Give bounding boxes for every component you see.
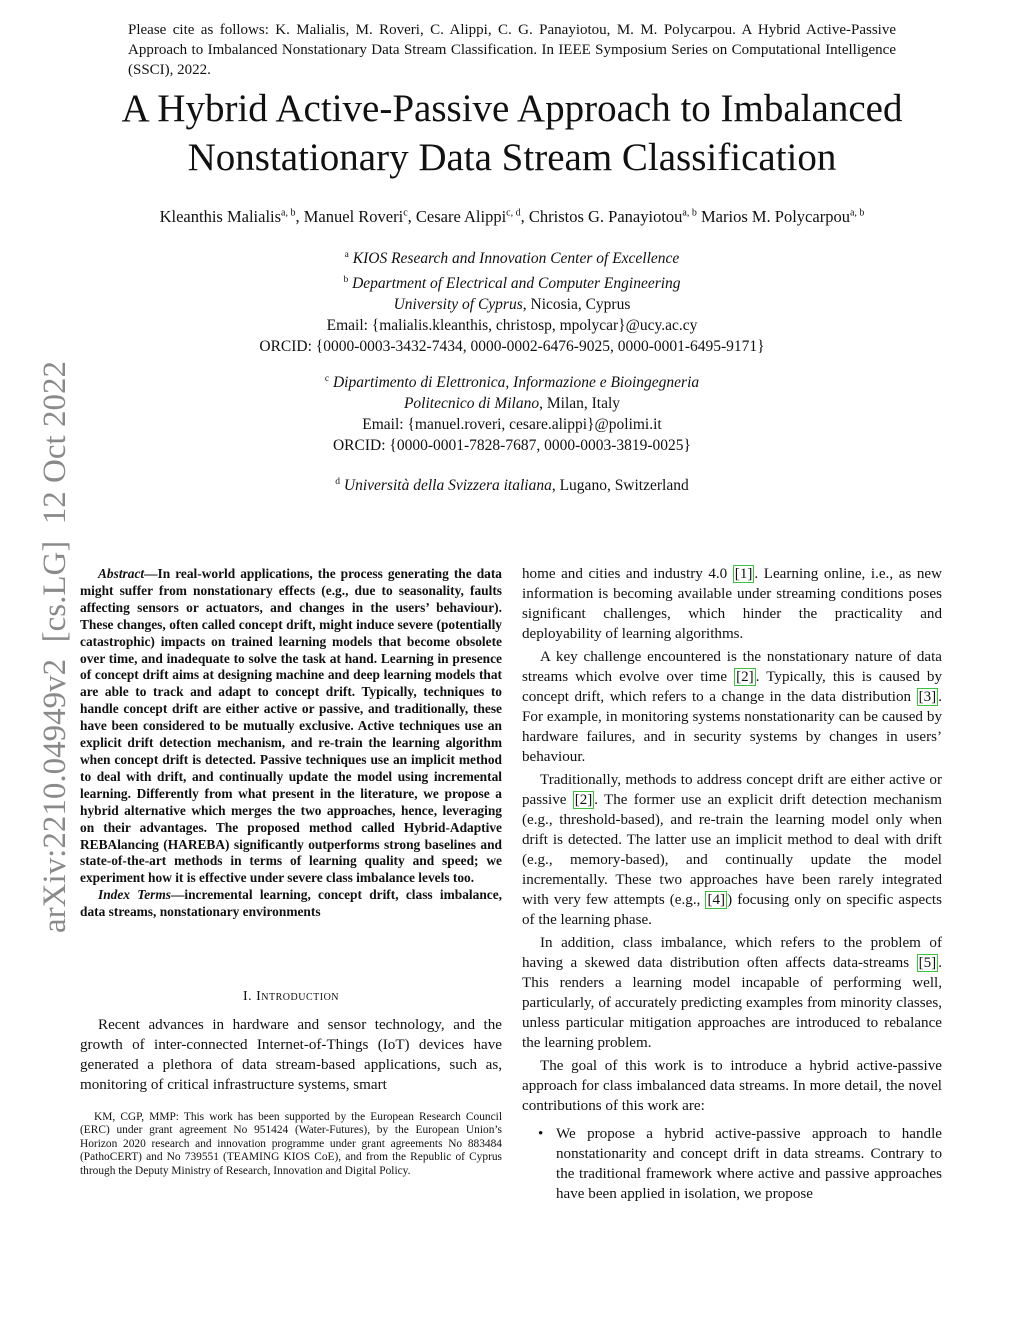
- contribution-bullet-1: • We propose a hybrid active-passive approach to handle nonstationarity and concept drift in data streams. Contrary to the traditional framework where active and passive approaches have been applied in isolation, we propose: [538, 1126, 942, 1202]
- paragraph-4: In addition, class imbalance, which refers to the problem of having a skewed data distribution often affects data-streams [5] . This renders a learning model incapable of performing well, particularly, of accurately predicting examples from minority classes, unless particular mitigation approaches are introduced to rebalance the learning problem.: [522, 935, 942, 1051]
- affiliation-polimi: $^c$ Dipartimento di Elettronica, Informazione e Bioingegneria Politecnico di Milano, Milan, Italy Email: {manuel.roveri, cesare.alippi}@polimi.it ORCID: {0000-0001-7828-7687, 0000-0003-3819-0025}: [0, 369, 1024, 456]
- affiliation-kios: KIOS Research and Innovation Center of Excellence: [352, 250, 680, 268]
- arxiv-stamp: arXiv:2210.04949v2 [cs.LG] 12 Oct 2022: [37, 361, 73, 933]
- affiliation-ece: Department of Electrical and Computer Engineering: [352, 275, 681, 293]
- author-5: Marios M. Polycarpou$^{a, b}$: [701, 206, 865, 226]
- abstract: [80, 566, 502, 921]
- affiliation-cyprus: $^a$ KIOS Research and Innovation Center of Excellence $^b$ Department of Electrical and Computer Engineering University of Cyprus, Nicosia, Cyprus Email: {malialis.kleanthis, christosp, mpolycar}@ucy.ac.cy ORCID: {0000-0003-3432-7434, 0000-0002-6476-9025, 0000-0001-6495-9171}: [0, 245, 1024, 357]
- paper-title: [0, 84, 1024, 182]
- citation-note: Please cite as follows: K. Malialis, M. Roveri, C. Alippi, C. G. Panayiotou, M. M. Polycarpou. A Hybrid Active-Passive Approach to Imbalanced Nonstationary Data Stream Classification. In IEEE Symposium Series on Computational Intelligence (SSCI), 2022.: [128, 22, 896, 78]
- citation-link-2b[interactable]: [2]: [574, 792, 593, 808]
- author-list: [0, 202, 1024, 228]
- orcid-polimi: ORCID: {0000-0001-7828-7687, 0000-0003-3819-0025}: [332, 436, 691, 454]
- paragraph-3: Traditionally, methods to address concept drift are either active or passive [2] . The former use an explicit drift detection mechanism (e.g., threshold-based), and re-train the learning model only when drift is detected. The latter use an implicit method to deal with drift (e.g., memory-based), and continually update the model incrementally. These two approaches have been rarely integrated with very few attempts (e.g., [4] ) focusing only on specific aspects of the learning phase.: [522, 772, 942, 928]
- abstract-label: Abstract: [98, 566, 145, 581]
- footnote: KM, CGP, MMP: This work has been supported by the European Research Council (ERC) under grant agreement No 951424 (Water-Futures), by the European Union’s Horizon 2020 research and innovation programme under grant agreements No 883484 (PathoCERT) and No 739551 (TEAMING KIOS CoE), and from the Republic of Cyprus through the Deputy Ministry of Research, Innovation and Digital Policy.: [80, 1111, 502, 1177]
- paragraph-1: home and cities and industry 4.0 [1] . Learning online, i.e., as new information is becoming available under streaming conditions poses significant challenges, which hinder the practicality and deployability of learning algorithms.: [522, 566, 942, 642]
- orcid-ucy: ORCID: {0000-0003-3432-7434, 0000-0002-6476-9025, 0000-0001-6495-9171}: [259, 337, 765, 355]
- author-1: Kleanthis Malialis$^{a, b}$,: [159, 206, 304, 226]
- author-2: Manuel Roveri$^c$,: [303, 206, 416, 226]
- section-heading: I. Introduction: [242, 989, 340, 1004]
- citation-link-4[interactable]: [4]: [707, 892, 726, 908]
- author-4: Christos G. Panayiotou$^{a, b}$: [528, 206, 697, 226]
- email-ucy: Email: {malialis.kleanthis, christosp, mpolycar}@ucy.ac.cy: [326, 316, 698, 334]
- paragraph-5: The goal of this work is to introduce a hybrid active-passive approach for class imbalanced data streams. In more detail, the novel contributions of this work are:: [522, 1058, 942, 1114]
- index-terms-label: Index Terms: [98, 887, 171, 903]
- right-column: [522, 564, 942, 1204]
- citation-link-3[interactable]: [3]: [918, 689, 937, 705]
- abstract-text: —In real-world applications, the process generating the data might suffer from nonstationary effects (e.g., due to seasonality, faults affecting sensors or actuators, and changes in the users’ behaviour). These changes, often called concept drift, might induce severe (potentially catastrophic) impacts on trained learning models that become obsolete over time, and inadequate to solve the task at hand. Learning in presence of concept drift aims at designing machine and deep learning models that are able to track and adapt to concept drift. Typically, techniques to handle concept drift are either active or passive, and traditionally, these have been considered to be mutually exclusive. Active techniques use an explicit drift detection mechanism, and re-train the learning algorithm when concept drift is detected. Passive techniques use an implicit method to deal with drift, and continually update the model using incremental learning. Differently from what present in the literature, we propose a hybrid alternative which merges the two approaches, hence, leveraging on their advantages. The proposed method called Hybrid-Adaptive REBAlancing (HAREBA) significantly outperforms strong baselines and state-of-the-art methods in terms of learning quality and speed; we experiment how it is effective under severe class imbalance levels too.: [80, 566, 502, 886]
- title-line-2: Nonstationary Data Stream Classification: [187, 136, 837, 179]
- paragraph-2: A key challenge encountered is the nonstationary nature of data streams which evolve over time [2] . Typically, this is caused by concept drift, which refers to a change in the data distribution [3] . For example, in monitoring systems nonstationarity can be caused by hardware failures, and in security systems by changes in users’ behaviour.: [522, 649, 942, 765]
- affiliation-usi: $^d$ Università della Svizzera italiana, Lugano, Switzerland: [335, 477, 689, 495]
- citation-link-2[interactable]: [2]: [736, 669, 754, 685]
- citation-link-5[interactable]: [5]: [918, 955, 937, 971]
- email-polimi: Email: {manuel.roveri, cesare.alippi}@polimi.it: [362, 415, 662, 433]
- index-terms-text: —incremental learning, concept drift, class imbalance, data streams, nonstationary environments: [80, 887, 503, 920]
- bullet-dot: •: [538, 1126, 544, 1142]
- citation-link-1[interactable]: [1]: [734, 566, 753, 582]
- author-3: Cesare Alippi$^{c, d}$,: [415, 206, 529, 226]
- intro-paragraph-left: Recent advances in hardware and sensor technology, and the growth of inter-connected Internet-of-Things (IoT) devices have generated a plethora of data stream-based applications, such as, monitoring of critical infrastructure systems, smart: [80, 1017, 502, 1093]
- title-line-1: A Hybrid Active-Passive Approach to Imbalanced: [121, 87, 903, 130]
